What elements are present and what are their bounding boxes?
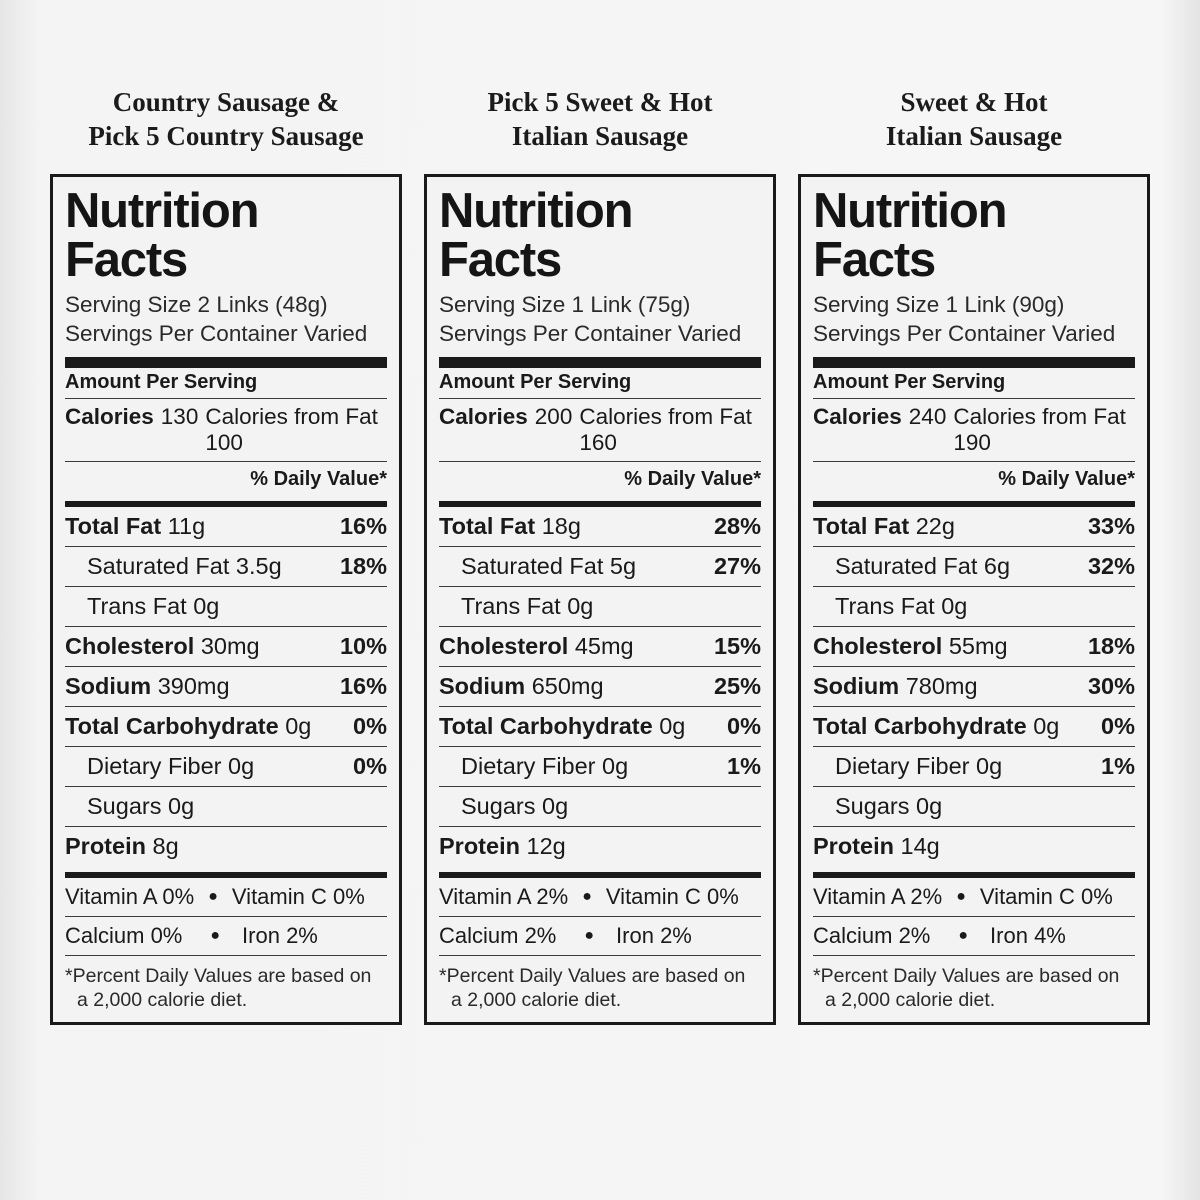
nutrient-row-trans-fat [813,587,1135,626]
serving-size: Serving Size 1 Link (75g) [439,292,691,317]
panel-title [488,82,713,154]
serving-size: Serving Size 1 Link (90g) [813,292,1065,317]
nutrient-label: Trans Fat 0g [87,592,220,619]
calories-from-fat: Calories from Fat 190 [953,403,1126,455]
nutrient-label: Trans Fat 0g [461,592,594,619]
nutrient-row-trans-fat [439,587,761,626]
nutrient-row-sugars [813,787,1135,826]
iron: Iron 2% [242,922,318,948]
panel-title-line-2: Pick 5 Country Sausage [88,121,364,152]
amount-per-serving: Amount Per Serving [65,370,258,393]
nutrient-label: Trans Fat 0g [835,592,968,619]
calories-label: Calories [813,403,902,429]
nutrient-row-protein [439,827,761,866]
nutrient-row-sodium [439,667,761,706]
footnote-line-1: *Percent Daily Values are based on [813,964,1120,987]
calcium: Calcium 2% [439,922,557,948]
footnote [65,956,387,1013]
footnote [813,956,1135,1013]
vitamins-row-2 [439,917,761,955]
bullet-separator: ● [210,926,221,944]
vitamin-c: Vitamin C 0% [605,883,739,909]
servings-per-container: Servings Per Container Varied [65,320,368,346]
nutrient-label: Dietary Fiber 0g [835,752,1003,779]
calories-value: 240 [908,403,947,429]
nutrient-row-total-fat [813,507,1135,546]
calories-row [65,399,387,461]
nutrient-label: Sugars 0g [461,792,569,819]
footnote-line-1: *Percent Daily Values are based on [65,964,372,987]
nutrient-label: Total Carbohydrate 0g [65,712,312,739]
divider-thick [813,357,1135,368]
bullet-separator: ● [208,887,218,905]
calories-row [813,399,1135,461]
nutrient-label: Protein 12g [439,832,566,859]
nutrient-row-trans-fat [65,587,387,626]
nutrient-dv: 16% [339,512,387,539]
nutrition-facts-heading: Nutrition Facts [439,184,633,287]
nutrient-row-total-fat [439,507,761,546]
nutrient-label: Dietary Fiber 0g [87,752,255,779]
nutrient-row-cholesterol [813,627,1135,666]
calories-from-fat: Calories from Fat 160 [579,403,752,455]
bullet-separator: ● [582,887,592,905]
serving-size: Serving Size 2 Links (48g) [65,292,328,317]
divider-thick [65,357,387,368]
nutrient-row-protein [813,827,1135,866]
calories-label: Calories [439,403,528,429]
panel-title-line-1: Sweet & Hot [900,86,1048,117]
nutrient-row-total-carbohydrate [813,707,1135,746]
nutrient-dv: 0% [1101,712,1135,739]
nutrient-row-dietary-fiber [439,747,761,786]
nutrition-panel-pick5-sweet-hot-italian [424,60,776,1025]
nutrient-row-sodium [813,667,1135,706]
vitamins-row-1 [65,878,387,916]
footnote-line-2: a 2,000 calorie diet. [451,988,622,1011]
nutrient-dv: 18% [339,552,387,579]
calories-from-fat: Calories from Fat 100 [205,403,378,455]
vitamins-row-1 [813,878,1135,916]
calories-row [439,399,761,461]
calcium: Calcium 0% [65,922,183,948]
nutrient-dv: 27% [713,552,761,579]
nutrition-facts-box [424,174,776,1025]
nutrient-row-total-carbohydrate [439,707,761,746]
nutrient-label: Saturated Fat 6g [835,552,1011,579]
nutrient-label: Saturated Fat 5g [461,552,637,579]
nutrient-row-dietary-fiber [65,747,387,786]
daily-value-header: % Daily Value* [624,467,761,490]
panel-title-line-2: Italian Sausage [885,121,1063,152]
nutrient-dv: 33% [1087,512,1135,539]
nutrient-dv: 28% [713,512,761,539]
nutrient-dv: 1% [1101,752,1135,779]
iron: Iron 2% [616,922,692,948]
nutrient-label: Total Carbohydrate 0g [439,712,686,739]
nutrient-label: Protein 8g [65,832,179,859]
nutrition-panel-sweet-hot-italian [798,60,1150,1025]
servings-per-container: Servings Per Container Varied [439,320,742,346]
nutrient-dv: 30% [1087,672,1135,699]
calcium: Calcium 2% [813,922,931,948]
footnote-line-2: a 2,000 calorie diet. [77,988,248,1011]
daily-value-header: % Daily Value* [250,467,387,490]
nutrient-row-protein [65,827,387,866]
panel-title [88,82,363,154]
nutrient-row-saturated-fat [65,547,387,586]
nutrient-row-sugars [65,787,387,826]
footnote-line-2: a 2,000 calorie diet. [825,988,996,1011]
nutrient-dv: 18% [1087,632,1135,659]
calories-value: 130 [160,403,199,429]
nutrient-dv: 15% [713,632,761,659]
nutrition-facts-box [50,174,402,1025]
nutrient-label: Sugars 0g [87,792,195,819]
nutrient-dv: 10% [339,632,387,659]
nutrition-facts-heading: Nutrition Facts [813,184,1007,287]
vitamin-c: Vitamin C 0% [979,883,1113,909]
nutrient-row-cholesterol [439,627,761,666]
nutrient-label: Total Carbohydrate 0g [813,712,1060,739]
bullet-separator: ● [956,887,966,905]
nutrient-dv: 16% [339,672,387,699]
nutrient-label: Sugars 0g [835,792,943,819]
amount-per-serving: Amount Per Serving [439,370,632,393]
vitamins-row-2 [813,917,1135,955]
nutrient-dv: 0% [353,712,387,739]
iron: Iron 4% [990,922,1066,948]
nutrient-row-total-carbohydrate [65,707,387,746]
nutrient-label: Total Fat 18g [439,512,581,539]
nutrient-dv: 1% [727,752,761,779]
calories-label: Calories [65,403,154,429]
nutrient-dv: 32% [1087,552,1135,579]
nutrient-label: Saturated Fat 3.5g [87,552,282,579]
nutrient-row-saturated-fat [439,547,761,586]
vitamin-c: Vitamin C 0% [231,883,365,909]
nutrient-dv: 0% [353,752,387,779]
panel-title-line-1: Country Sausage & [112,86,340,117]
nutrient-label: Cholesterol 45mg [439,632,634,659]
daily-value-header: % Daily Value* [998,467,1135,490]
nutrient-label: Protein 14g [813,832,940,859]
nutrient-label: Total Fat 11g [65,512,206,539]
vitamin-a: Vitamin A 2% [813,883,943,909]
vitamins-row-2 [65,917,387,955]
divider-thick [439,357,761,368]
nutrient-row-sodium [65,667,387,706]
servings-per-container: Servings Per Container Varied [813,320,1116,346]
bullet-separator: ● [958,926,969,944]
panel-title-line-1: Pick 5 Sweet & Hot [487,86,713,117]
vitamin-a: Vitamin A 0% [65,883,195,909]
nutrient-label: Sodium 390mg [65,672,230,699]
calories-value: 200 [534,403,573,429]
nutrient-row-dietary-fiber [813,747,1135,786]
bullet-separator: ● [584,926,595,944]
nutrient-row-sugars [439,787,761,826]
nutrient-label: Sodium 780mg [813,672,978,699]
panel-title [886,82,1062,154]
nutrient-label: Total Fat 22g [813,512,955,539]
nutrient-label: Sodium 650mg [439,672,604,699]
footnote [439,956,761,1013]
nutrient-label: Dietary Fiber 0g [461,752,629,779]
nutrition-panel-country-sausage [50,60,402,1025]
nutrient-row-total-fat [65,507,387,546]
nutrient-dv: 0% [727,712,761,739]
vitamin-a: Vitamin A 2% [439,883,569,909]
nutrient-dv: 25% [713,672,761,699]
nutrient-label: Cholesterol 55mg [813,632,1008,659]
nutrition-facts-heading: Nutrition Facts [65,184,259,287]
nutrition-facts-box [798,174,1150,1025]
amount-per-serving: Amount Per Serving [813,370,1006,393]
vitamins-row-1 [439,878,761,916]
nutrient-row-saturated-fat [813,547,1135,586]
nutrient-label: Cholesterol 30mg [65,632,260,659]
nutrient-row-cholesterol [65,627,387,666]
footnote-line-1: *Percent Daily Values are based on [439,964,746,987]
panel-title-line-2: Italian Sausage [511,121,689,152]
